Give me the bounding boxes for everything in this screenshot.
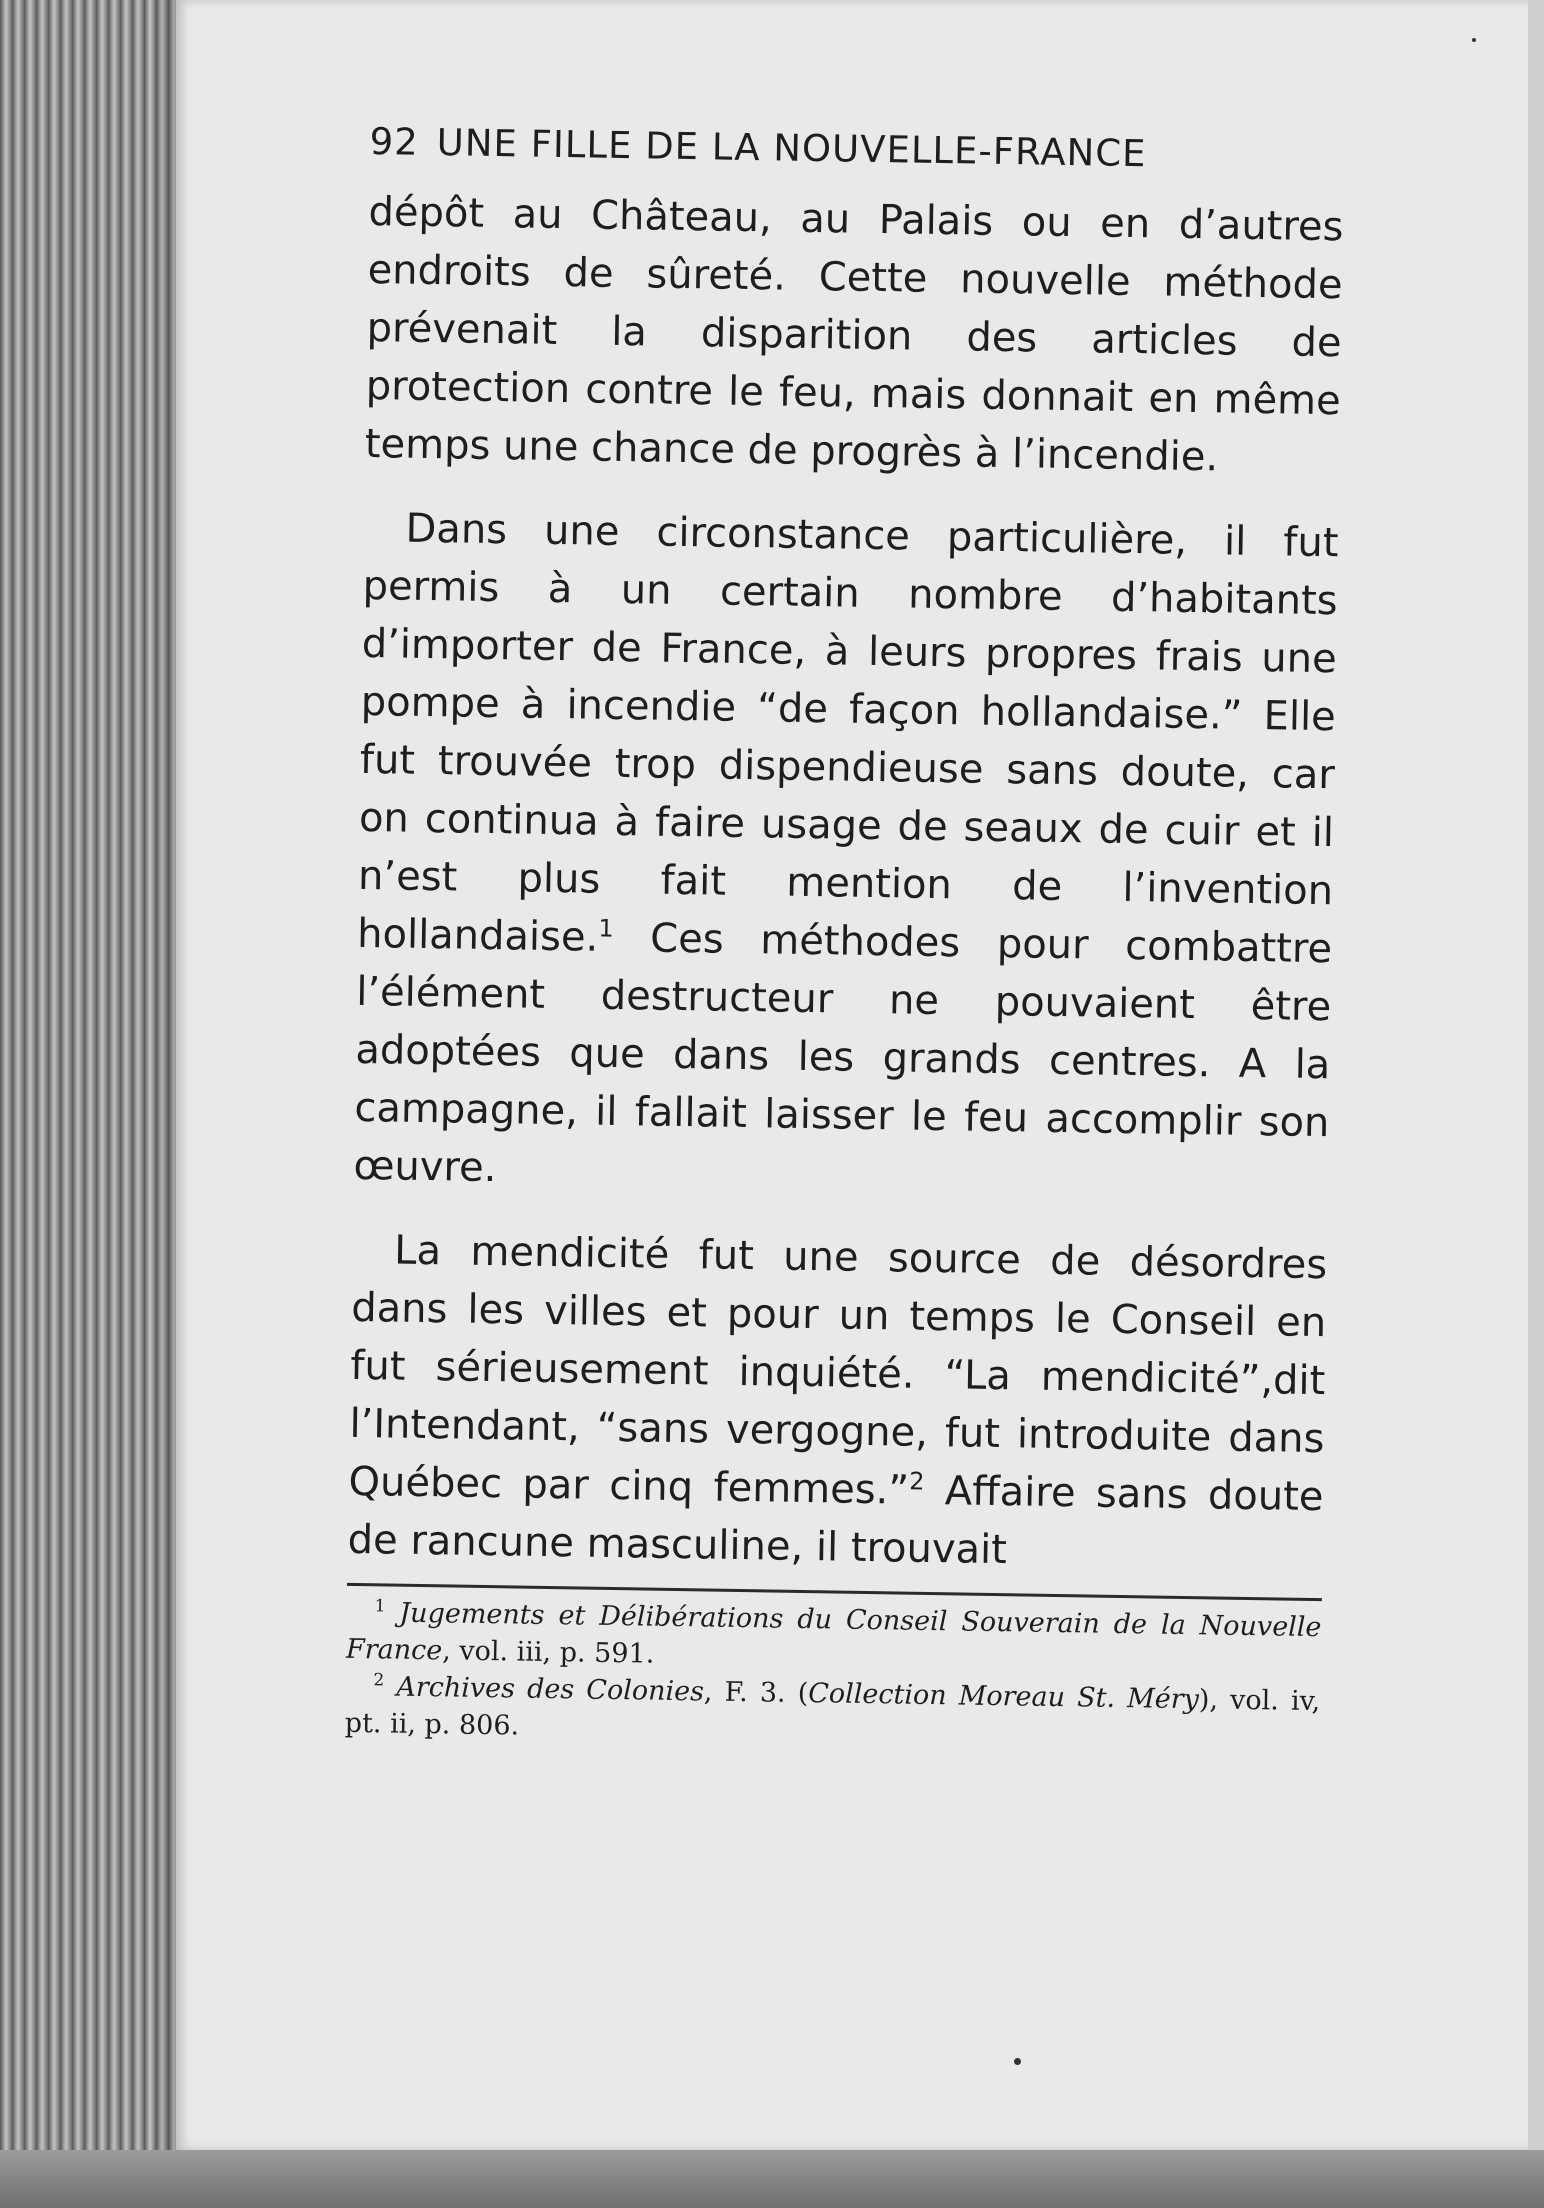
footnote-mark-2: 2 [909, 1467, 925, 1496]
footnotes [345, 1594, 1322, 1757]
footnote-1-number: 1 [374, 1596, 386, 1617]
footnote-2-series: , F. 3. ( [703, 1676, 809, 1710]
right-page-edge [1528, 0, 1544, 2150]
page-text-block [345, 120, 1345, 1757]
paragraph-2-part-b: Ces méthodes pour combattre l’élément destructeur ne pouvaient être adoptées que dans les grands centres. A la campagne, il fallait laisser le feu accomplir son œuvre. [353, 914, 1333, 1192]
paragraph-3-part-a: La mendicité fut une source de désordres dans les villes et pour un temps le Conseil en fut sérieusement inquiété. “La mendicité”,dit l’Intendant, “sans vergogne, fut introduite dans Québec par cinq femmes.” [348, 1227, 1328, 1514]
footnote-mark-1: 1 [598, 914, 614, 943]
footnote-2-title: Archives des Colonies [396, 1671, 705, 1708]
paragraph-2-part-a: Dans une circonstance particulière, il fut permis à un certain nombre d’habitants d’importer de France, à leurs propres frais une pompe à incendie “de façon hollandaise.” Elle fut trouvée trop dispendieuse sans doute, car on continua à faire usage de seaux de cuir et il n’est plus fait mention de l’invention hollandaise. [356, 505, 1339, 961]
ink-speck [1014, 2058, 1021, 2065]
footnote-2-collection: Collection Moreau St. Méry [808, 1678, 1200, 1716]
footnote-2-number: 2 [373, 1670, 385, 1691]
paragraph-2 [353, 499, 1339, 1210]
footnote-1-details: , vol. iii, p. 591. [441, 1635, 655, 1670]
page-number: 92 [369, 120, 420, 164]
paragraph-1: dépôt au Château, au Palais ou en d’autres endroits de sûreté. Cette nouvelle méthode prévenait la disparition des articles de protection contre le feu, mais donnait en même temps une chance de progrès à l’incendie. [364, 188, 1344, 481]
footnote-2 [345, 1668, 1321, 1757]
bottom-shadow-band [0, 2150, 1544, 2208]
paragraph-3-part-b: Affaire sans doute de rancune masculine, il trouvait [347, 1467, 1324, 1574]
footnote-1-title: Jugements et Délibérations du Conseil Souverain de la Nouvelle France [345, 1597, 1322, 1667]
footnote-2-details: ), vol. iv, pt. ii, p. 806. [344, 1684, 1321, 1742]
paragraph-3 [347, 1221, 1327, 1584]
running-title: UNE FILLE DE LA NOUVELLE-FRANCE [436, 121, 1147, 176]
body-text [347, 183, 1344, 1584]
ink-speck [1472, 38, 1476, 42]
